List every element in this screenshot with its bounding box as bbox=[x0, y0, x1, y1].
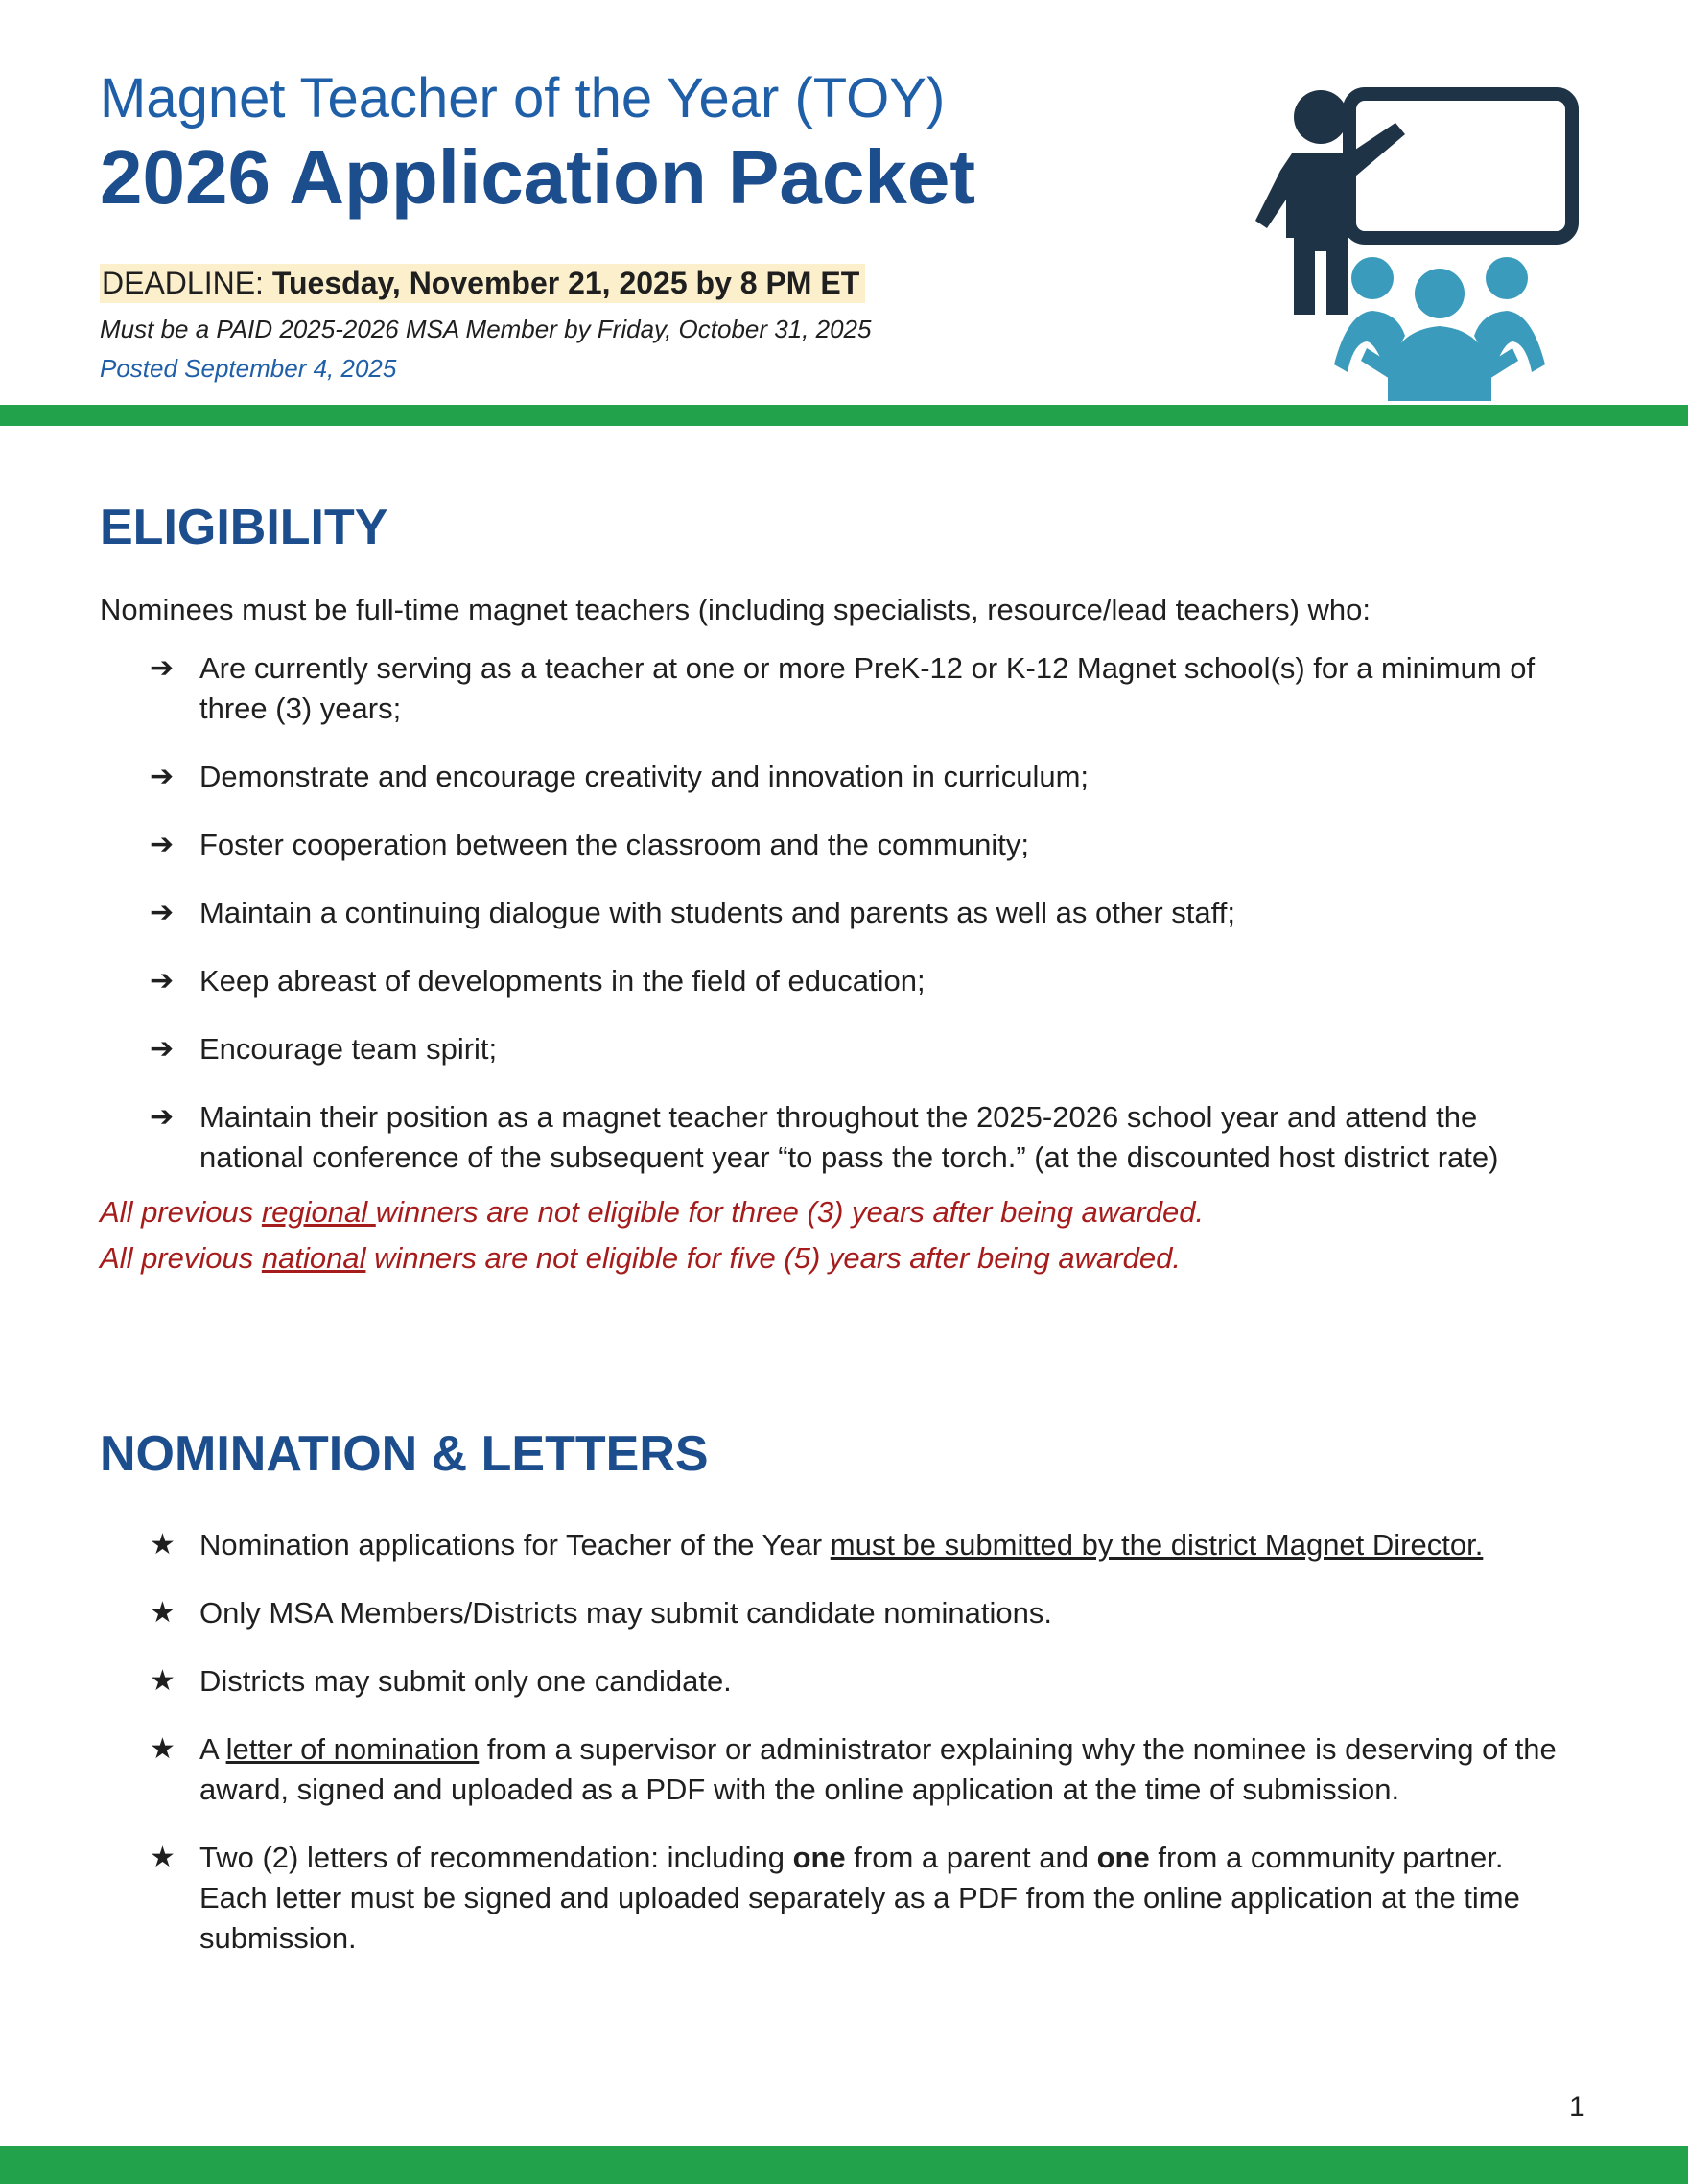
list-item-bold: one bbox=[1096, 1841, 1150, 1874]
teacher-classroom-icon bbox=[1242, 84, 1582, 401]
note-text: All previous bbox=[100, 1241, 262, 1275]
document-subtitle: Magnet Teacher of the Year (TOY) bbox=[100, 67, 946, 129]
list-item-text: Only MSA Members/Districts may submit candidate nominations. bbox=[199, 1596, 1052, 1630]
note-emphasis: regional bbox=[261, 1195, 376, 1229]
star-bullet-icon: ★ bbox=[150, 1529, 176, 1561]
list-item-text: A bbox=[199, 1732, 226, 1766]
star-bullet-icon: ★ bbox=[150, 1665, 176, 1697]
eligibility-heading: ELIGIBILITY bbox=[100, 500, 388, 555]
nomination-list bbox=[100, 1525, 1596, 1959]
page-header bbox=[100, 67, 1155, 384]
deadline-value: Tuesday, November 21, 2025 by 8 PM ET bbox=[271, 265, 860, 300]
list-item-text: Maintain a continuing dialogue with students and parents as well as other staff; bbox=[199, 896, 1235, 929]
ineligibility-notes bbox=[100, 1189, 1596, 1281]
note-text: winners are not eligible for five (5) years after being awarded. bbox=[365, 1241, 1181, 1275]
header-divider-bar bbox=[0, 405, 1688, 426]
list-item bbox=[150, 1525, 1561, 1565]
star-bullet-icon: ★ bbox=[150, 1733, 176, 1765]
list-item-text: from a supervisor or administrator explaining why the nominee is deserving of the award, signed and uploaded as a PDF with the online application at the time of submission. bbox=[199, 1732, 1557, 1806]
national-winner-note bbox=[100, 1235, 1596, 1281]
list-item bbox=[150, 1029, 1561, 1069]
list-item bbox=[150, 893, 1561, 933]
list-item bbox=[150, 1838, 1561, 1959]
eligibility-intro: Nominees must be full-time magnet teachers (including specialists, resource/lead teachers) who: bbox=[100, 593, 1371, 626]
deadline-label: DEADLINE: bbox=[102, 265, 272, 300]
star-bullet-icon: ★ bbox=[150, 1842, 176, 1873]
list-item bbox=[150, 757, 1561, 797]
list-item-text: Encourage team spirit; bbox=[199, 1032, 498, 1066]
regional-winner-note bbox=[100, 1189, 1596, 1235]
list-item-text: from a parent and bbox=[845, 1841, 1097, 1874]
list-item-text: Districts may submit only one candidate. bbox=[199, 1664, 732, 1698]
list-item-text: Demonstrate and encourage creativity and innovation in curriculum; bbox=[199, 760, 1090, 793]
list-item bbox=[150, 1661, 1561, 1702]
footer-bar bbox=[0, 2146, 1688, 2184]
posted-date: Posted September 4, 2025 bbox=[100, 353, 397, 383]
document-title: 2026 Application Packet bbox=[100, 133, 975, 220]
list-item-text: Nomination applications for Teacher of the Year bbox=[199, 1528, 831, 1562]
arrow-bullet-icon: ➔ bbox=[150, 897, 175, 928]
list-item bbox=[150, 961, 1561, 1001]
list-item-text: Keep abreast of developments in the field of education; bbox=[199, 964, 926, 998]
list-item-bold: one bbox=[792, 1841, 846, 1874]
arrow-bullet-icon: ➔ bbox=[150, 1033, 175, 1065]
list-item-text: Maintain their position as a magnet teacher throughout the 2025-2026 school year and attend the national conference of the subsequent year “to pass the torch.” (at the discounted host district rate) bbox=[199, 1100, 1499, 1174]
arrow-bullet-icon: ➔ bbox=[150, 1101, 175, 1133]
arrow-bullet-icon: ➔ bbox=[150, 652, 175, 684]
list-item-emphasis: must be submitted by the district Magnet Director. bbox=[830, 1528, 1484, 1562]
list-item-text: Are currently serving as a teacher at one or more PreK-12 or K-12 Magnet school(s) for a minimum of three (3) years; bbox=[199, 651, 1536, 725]
list-item-text: Foster cooperation between the classroom and the community; bbox=[199, 828, 1030, 861]
list-item bbox=[150, 1097, 1561, 1178]
nomination-section bbox=[100, 1425, 1596, 1986]
list-item-text: Two (2) letters of recommendation: including bbox=[199, 1841, 793, 1874]
list-item bbox=[150, 1729, 1561, 1810]
list-item bbox=[150, 1593, 1561, 1633]
arrow-bullet-icon: ➔ bbox=[150, 829, 175, 860]
list-item-emphasis: letter of nomination bbox=[225, 1732, 480, 1766]
page-number: 1 bbox=[1569, 2091, 1585, 2123]
arrow-bullet-icon: ➔ bbox=[150, 761, 175, 792]
star-bullet-icon: ★ bbox=[150, 1597, 176, 1629]
list-item bbox=[150, 648, 1561, 729]
list-item-text: from a community partner. Each letter must be signed and uploaded separately as a PDF from the online application at the time submission. bbox=[199, 1841, 1520, 1955]
eligibility-section bbox=[100, 499, 1596, 1281]
eligibility-list bbox=[100, 648, 1596, 1178]
arrow-bullet-icon: ➔ bbox=[150, 965, 175, 997]
list-item bbox=[150, 825, 1561, 865]
deadline-banner bbox=[100, 264, 865, 303]
note-text: All previous bbox=[100, 1195, 262, 1229]
membership-note: Must be a PAID 2025-2026 MSA Member by Friday, October 31, 2025 bbox=[100, 314, 872, 343]
note-emphasis: national bbox=[261, 1241, 366, 1275]
nomination-heading: NOMINATION & LETTERS bbox=[100, 1426, 709, 1482]
note-text: winners are not eligible for three (3) years after being awarded. bbox=[375, 1195, 1205, 1229]
